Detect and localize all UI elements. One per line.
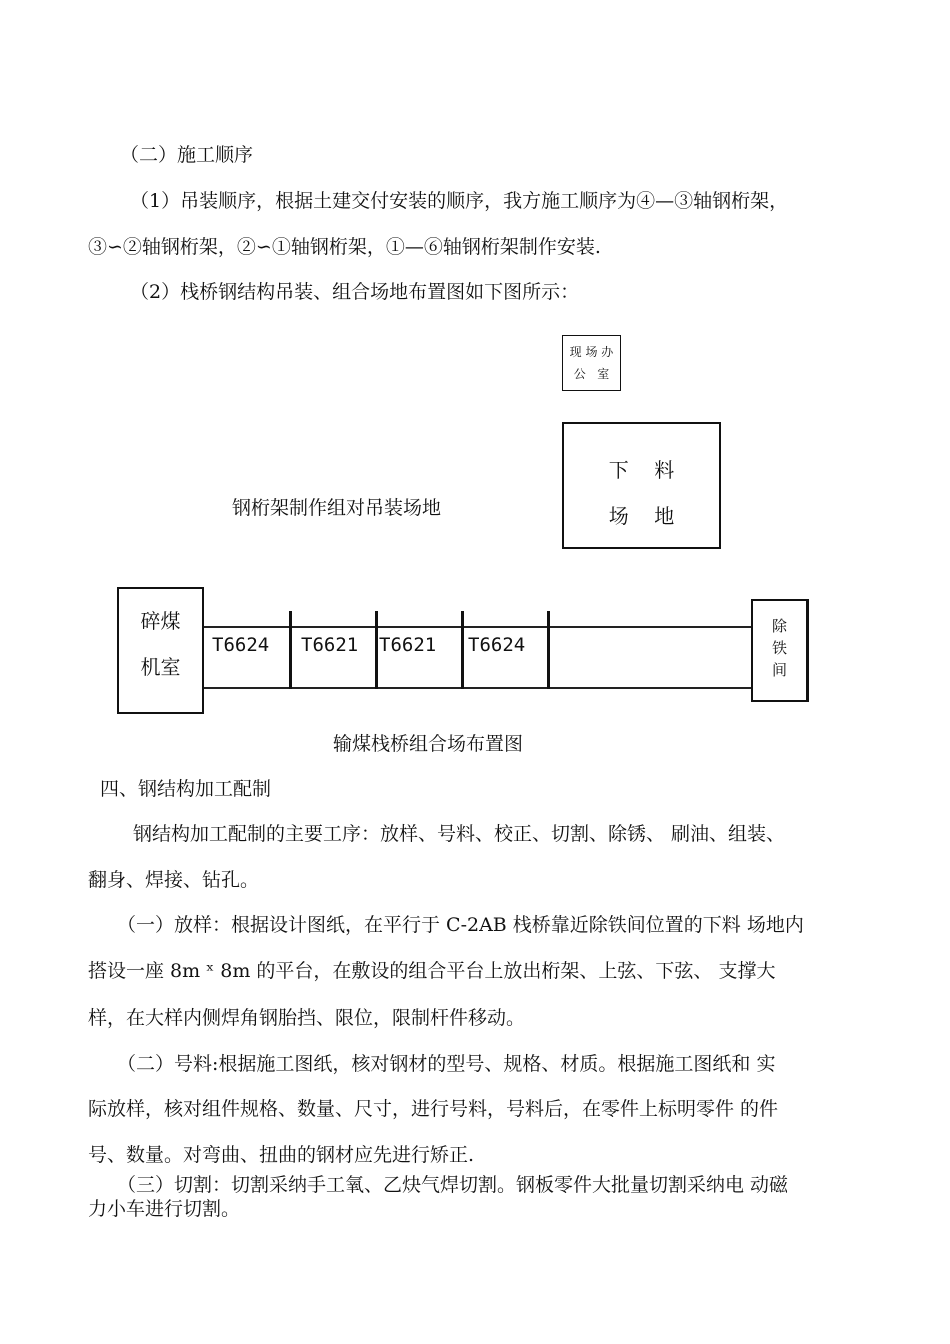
para-main-processes-line2: 翻身、焊接、钻孔。 bbox=[88, 869, 260, 891]
trestle-bottom-line bbox=[204, 687, 751, 689]
para-cutting-line2: 力小车进行切割。 bbox=[88, 1198, 241, 1220]
truss-label: T6621 bbox=[379, 634, 437, 656]
truss-label: T6624 bbox=[468, 634, 526, 656]
para-layout-line2: 搭设一座 8m ˣ 8m 的平台，在敷设的组合平台上放出桁架、上弦、下弦、 支撑大 bbox=[88, 960, 776, 982]
coal-crusher-label-line1: 碎煤 bbox=[140, 609, 181, 633]
para-marking-line3: 号、数量。对弯曲、扭曲的钢材应先进行矫正. bbox=[88, 1144, 475, 1166]
site-office-label-line2: 公 室 bbox=[573, 367, 610, 381]
coal-crusher-room-box bbox=[117, 587, 204, 714]
para-site-layout-intro: （2）栈桥钢结构吊装、组合场地布置图如下图所示： bbox=[130, 281, 580, 303]
truss-divider bbox=[375, 611, 378, 689]
truss-label: T6621 bbox=[301, 634, 359, 656]
truss-label: T6624 bbox=[212, 634, 270, 656]
truss-divider bbox=[461, 611, 464, 689]
truss-divider bbox=[547, 611, 550, 689]
para-layout-line1: （一）放样：根据设计图纸，在平行于 C-2AB 栈桥靠近除铁间位置的下料 场地内 bbox=[117, 914, 804, 936]
coal-crusher-label-line2: 机室 bbox=[140, 655, 181, 679]
para-hoisting-order-line2: ③∽②轴钢桁架，②∽①轴钢桁架，①—⑥轴钢桁架制作安装. bbox=[88, 236, 601, 258]
site-office-label-line1: 现 场 办 bbox=[569, 345, 614, 359]
trestle-top-line bbox=[204, 626, 751, 628]
diagram-caption: 输煤栈桥组合场布置图 bbox=[333, 733, 524, 755]
para-cutting-line1: （三）切割：切割采纳手工氧、乙炔气焊切割。钢板零件大批量切割采纳电 动磁 bbox=[117, 1174, 789, 1196]
iron-removal-label-char: 间 bbox=[771, 661, 787, 679]
section-heading-steel-fabrication: 四、钢结构加工配制 bbox=[100, 778, 272, 800]
material-yard-label-line1: 下 料 bbox=[608, 458, 675, 482]
para-main-processes-line1: 钢结构加工配制的主要工序：放样、号料、校正、切割、除锈、 刷油、组装、 bbox=[133, 823, 786, 845]
para-marking-line1: （二）号料:根据施工图纸，核对钢材的型号、规格、材质。根据施工图纸和 实 bbox=[117, 1053, 776, 1075]
assembly-site-label: 钢桁架制作组对吊装场地 bbox=[232, 497, 442, 519]
iron-removal-room-box bbox=[751, 599, 809, 702]
para-layout-line3: 样，在大样内侧焊角钢胎挡、限位，限制杆件移动。 bbox=[88, 1007, 526, 1029]
site-office-box bbox=[562, 335, 621, 391]
material-yard-box bbox=[562, 422, 721, 549]
section-heading-construction-sequence: （二）施工顺序 bbox=[120, 144, 254, 166]
material-yard-label-line2: 场 地 bbox=[608, 504, 675, 528]
iron-removal-label-char: 除 bbox=[771, 617, 787, 635]
para-hoisting-order-line1: （1）吊装顺序，根据土建交付安装的顺序，我方施工顺序为④—③轴钢桁架， bbox=[130, 190, 789, 212]
truss-divider bbox=[289, 611, 292, 689]
iron-removal-label-char: 铁 bbox=[771, 639, 787, 657]
para-marking-line2: 际放样，核对组件规格、数量、尺寸，进行号料，号料后，在零件上标明零件 的件 bbox=[88, 1098, 779, 1120]
